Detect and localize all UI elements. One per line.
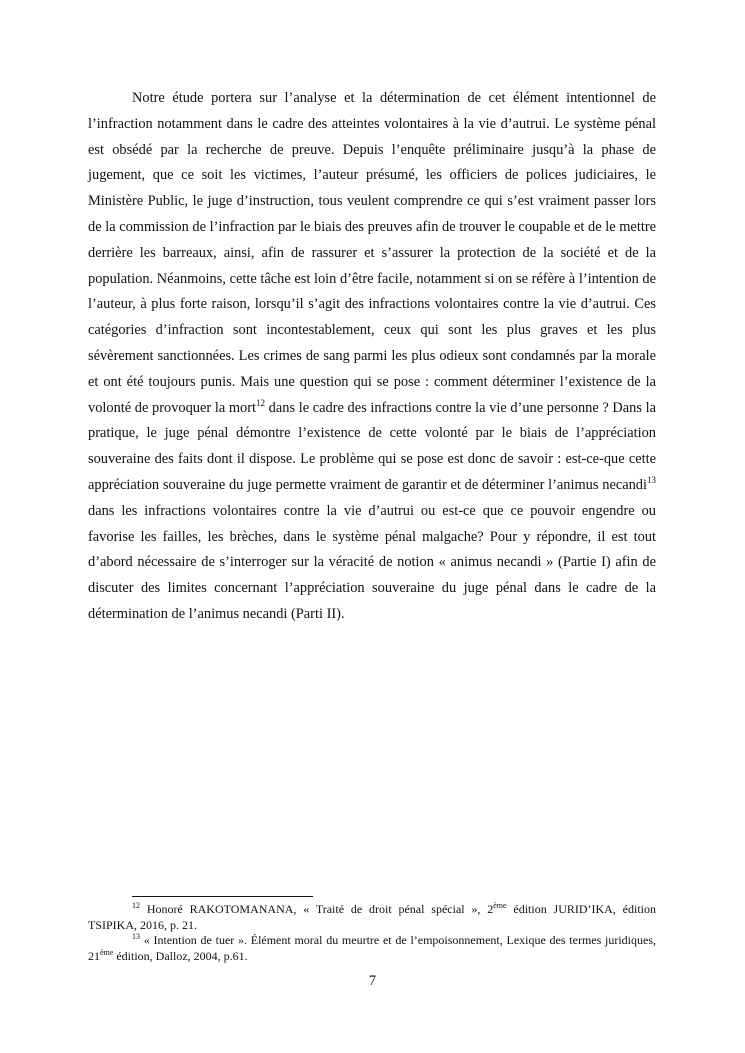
page-number: 7 <box>368 973 377 989</box>
paragraph-segment-3: dans les infractions volontaires contre la vie d’autrui ou est-ce que ce pouvoir engendre ou favorise les failles, les brèches, dans le système pénal malgache? Pour y répondre, il est tout d’abord nécessaire de s’interroger sur la véracité de notion « animus necandi » (Partie I) afin de discuter des limites concernant l’appréciation souveraine du juge pénal dans le cadre de la détermination de l’animus necandi (Parti II). <box>88 502 656 622</box>
footnote-separator <box>132 896 313 897</box>
footnote-text: Honoré RAKOTOMANANA, « Traité de droit pénal spécial », 2 <box>140 902 494 916</box>
footnote-ref-12: 12 <box>256 397 266 408</box>
footnote-number: 12 <box>132 901 140 910</box>
paragraph-segment-1: Notre étude portera sur l’analyse et la détermination de cet élément intentionnel de l’infraction notamment dans le cadre des atteintes volontaires à la vie d’autrui. Le système pénal est obsédé par la recherche de preuve. Depuis l’enquête préliminaire jusqu’à la phase de jugement, que ce soit les victimes, l’auteur présumé, les officiers de polices judiciaires, le Ministère Public, le juge d’instruction, tous veulent comprendre ce qui s’est vraiment passer lors de la commission de l’infraction par le biais des preuves afin de trouver le coupable et de le mettre derrière les barreaux, ainsi, afin de rassurer et s’assurer la protection de la société et de la population. Néanmoins, cette tâche est loin d’être facile, notamment si on se réfère à l’intention de l’auteur, à plus forte raison, lorsqu’il s’agit des infractions volontaires contre la vie d’autrui. Ces catégories d’infraction sont incontestablement, ceux qui sont les plus graves et les plus sévèrement sanctionnées. Les crimes de sang parmi les plus odieux sont condamnés par la morale et ont été toujours punis. Mais une question qui se pose : comment déterminer l’existence de la volonté de provoquer la mort <box>88 90 656 416</box>
body-paragraph <box>88 86 656 628</box>
footnote-superscript: ème <box>493 901 507 910</box>
footnote-13 <box>88 933 656 964</box>
footnote-ref-13: 13 <box>647 475 656 486</box>
paragraph-segment-2: dans le cadre des infractions contre la vie d’une personne ? Dans la pratique, le juge pénal démontre l’existence de cette volonté par le biais de l’appréciation souveraine des faits dont il dispose. Le problème qui se pose est donc de savoir : est-ce-que cette appréciation souveraine du juge permette vraiment de garantir et de déterminer l’animus necandi <box>88 399 656 493</box>
footnote-number: 13 <box>132 932 140 941</box>
footnotes <box>88 902 656 964</box>
footnote-text: « Intention de tuer ». Élément moral du meurtre et de l’empoisonnement, Lexique des termes juridiques, 21 <box>88 933 656 963</box>
footnote-text: édition JURID’IKA, édition TSIPIKA, 2016, p. 21. <box>88 902 656 932</box>
footnote-12 <box>88 902 656 933</box>
footnote-text: édition, Dalloz, 2004, p.61. <box>113 948 248 963</box>
footnote-superscript: ème <box>100 947 114 957</box>
